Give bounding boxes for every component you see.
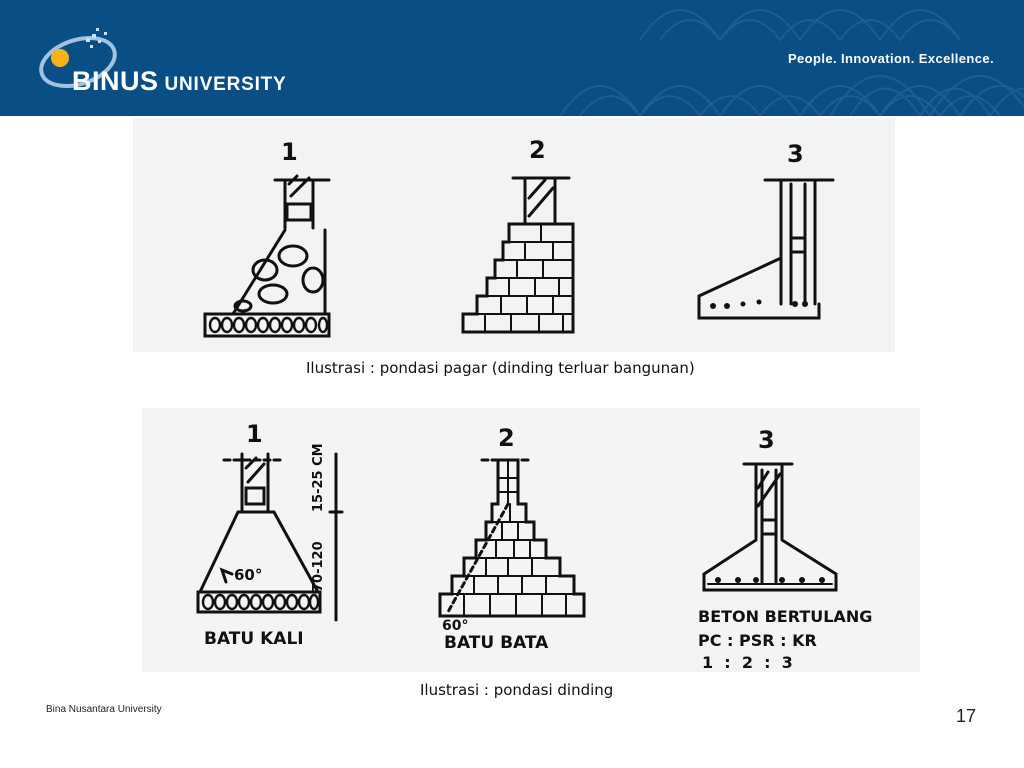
header-banner [0,0,1024,116]
bottom-number-1: 1 [246,420,263,448]
label-beton-bertulang: BETON BERTULANG [698,607,873,626]
angle-label-2: 60° [442,618,469,634]
brand-logotype [72,66,287,97]
bottom-number-2: 2 [498,424,515,452]
top-number-1: 1 [281,138,298,166]
label-batu-bata: BATU BATA [444,633,549,653]
label-mix-header: PC : PSR : KR [698,631,817,650]
label-batu-kali: BATU KALI [204,629,304,649]
caption-top: Ilustrasi : pondasi pagar (dinding terluar bangunan) [306,359,695,377]
dimension-upper: 15-25 CM [311,443,326,512]
top-number-3: 3 [787,140,804,168]
tagline: People. Innovation. Excellence. [787,51,994,66]
label-mix-ratio: 1 : 2 : 3 [702,653,793,672]
top-number-2: 2 [529,136,546,164]
top-sketch-image [133,118,895,352]
footer-org: Bina Nusantara University [46,704,162,715]
slide-number: 17 [956,706,977,726]
bottom-sketch-image [142,408,920,672]
angle-label-1: 60° [234,566,263,584]
caption-bottom: Ilustrasi : pondasi dinding [420,681,614,699]
top-sketch-drawing [133,118,895,352]
bottom-sketch-drawing [142,408,920,672]
brand-sub: UNIVERSITY [164,74,287,95]
bottom-number-3: 3 [758,426,775,454]
brand-main: BINUS [72,66,159,96]
dimension-lower: 70-120 [311,541,326,592]
